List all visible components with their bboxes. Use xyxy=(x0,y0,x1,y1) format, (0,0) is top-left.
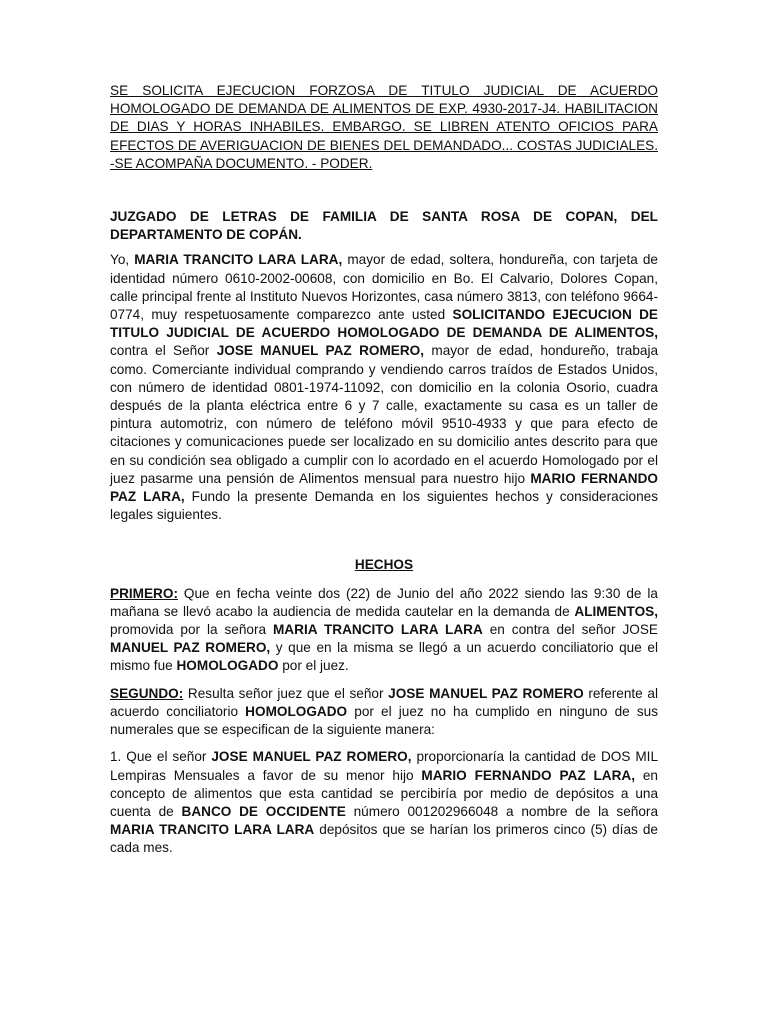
bold-run: JOSE MANUEL PAZ ROMERO xyxy=(388,685,584,701)
bold-run: MARIO FERNANDO PAZ LARA, xyxy=(110,470,658,505)
text-run: referente al acuerdo conciliatorio xyxy=(110,685,658,719)
intro-paragraph xyxy=(110,251,658,524)
petition-heading: SE SOLICITA EJECUCION FORZOSA DE TITULO JUDICIAL DE ACUERDO HOMOLOGADO DE DEMANDA DE ALIMENTOS DE EXP. 4930-2017-J4. HABILITACION DE DIAS Y HORAS INHABILES. EMBARGO. SE LIBREN ATENTO OFICIOS PARA EFECTOS DE AVERIGUACION DE BIENES DEL DEMANDADO... COSTAS JUDICIALES. -SE ACOMPAÑA DOCUMENTO. - PODER. xyxy=(110,83,658,171)
paragraph-label: SEGUNDO: xyxy=(110,685,184,701)
bold-run: HOMOLOGADO xyxy=(245,703,348,719)
text-run: y que en la misma se llegó a un acuerdo conciliatorio que el mismo fue xyxy=(110,640,658,674)
text-run: depósitos que se harían los primeros cinco (5) días de cada mes. xyxy=(110,822,658,856)
bold-run: MARIA TRANCITO LARA LARA xyxy=(272,622,483,638)
text-run: por el juez. xyxy=(278,658,349,674)
text-run: 1. Que el señor xyxy=(110,749,212,765)
text-run: en concepto de alimentos que esta cantidad se percibiría por medio de depósitos a una cuenta de xyxy=(110,767,658,819)
paragraph-label: PRIMERO: xyxy=(110,585,178,601)
text-run: promovida por la señora xyxy=(110,622,273,638)
text-run: en contra del señor JOSE xyxy=(482,622,659,638)
bold-run: SOLICITANDO EJECUCION DE TITULO JUDICIAL DE ACUERDO HOMOLOGADO DE DEMANDA DE ALIMENTOS, xyxy=(110,307,658,341)
paragraph-segundo xyxy=(110,685,658,740)
text-run: Que en fecha veinte dos (22) de Junio del año 2022 siendo las 9:30 de la mañana se llevó acabo la audiencia de medida cautelar en la demanda de xyxy=(110,585,658,619)
bold-run: JOSE MANUEL PAZ ROMERO, xyxy=(216,343,425,359)
text-run: Resulta señor juez que el señor xyxy=(183,685,389,701)
bold-run: ALIMENTOS, xyxy=(574,603,658,619)
text-run: mayor de edad, hondureño, trabaja como. Comerciante individual comprando y vendiendo carros traídos de Estados Unidos, con número de identidad 0801-1974-11092, con domicilio en la colonia Osorio, cuadra después de la planta eléctrica entre 6 y 7 calle, exactamente su casa es un taller de pintura automotriz, con número de teléfono móvil 9510-4933 y que para efecto de citaciones y comunicaciones puede ser localizado en su domicilio antes descrito para que en su condición sea obligado a cumplir con lo acordado en el acuerdo Homologado por el juez pasarme una pensión de Alimentos mensual para nuestro hijo xyxy=(110,343,659,486)
bold-run: MANUEL PAZ ROMERO, xyxy=(110,640,271,656)
list-item-1 xyxy=(110,748,658,857)
bold-run: JOSE MANUEL PAZ ROMERO, xyxy=(211,749,412,765)
text-run: contra el Señor xyxy=(110,343,217,359)
bold-run: MARIO FERNANDO PAZ LARA, xyxy=(421,767,636,783)
bold-run: MARIA TRANCITO LARA LARA xyxy=(110,822,315,838)
text-run: Yo, xyxy=(110,252,135,268)
text-run: Fundo la presente Demanda en los siguientes hechos y consideraciones legales siguientes. xyxy=(110,489,658,523)
bold-run: MARIA TRANCITO LARA LARA, xyxy=(134,252,343,268)
text-run: proporcionaría la cantidad de DOS MIL Lempiras Mensuales a favor de su menor hijo xyxy=(110,749,659,783)
text-run: por el juez no ha cumplido en ninguno de sus numerales que se especifican de la siguiente manera: xyxy=(110,703,658,738)
court-addressee: JUZGADO DE LETRAS DE FAMILIA DE SANTA ROSA DE COPAN, DEL DEPARTAMENTO DE COPÁN. xyxy=(110,209,658,243)
section-title-hechos: HECHOS xyxy=(354,557,414,573)
paragraph-primero xyxy=(110,585,658,676)
text-run: número 001202966048 a nombre de la señora xyxy=(345,803,659,819)
bold-run: BANCO DE OCCIDENTE xyxy=(181,803,346,819)
text-run: mayor de edad, soltera, hondureña, con tarjeta de identidad número 0610-2002-00608, con domicilio en Bo. El Calvario, Dolores Copan, calle principal frente al Instituto Nuevos Horizontes, casa número 3813, con teléfono 9664-0774, muy respetuosamente comparezco ante usted xyxy=(110,252,658,323)
bold-run: HOMOLOGADO xyxy=(176,658,279,674)
